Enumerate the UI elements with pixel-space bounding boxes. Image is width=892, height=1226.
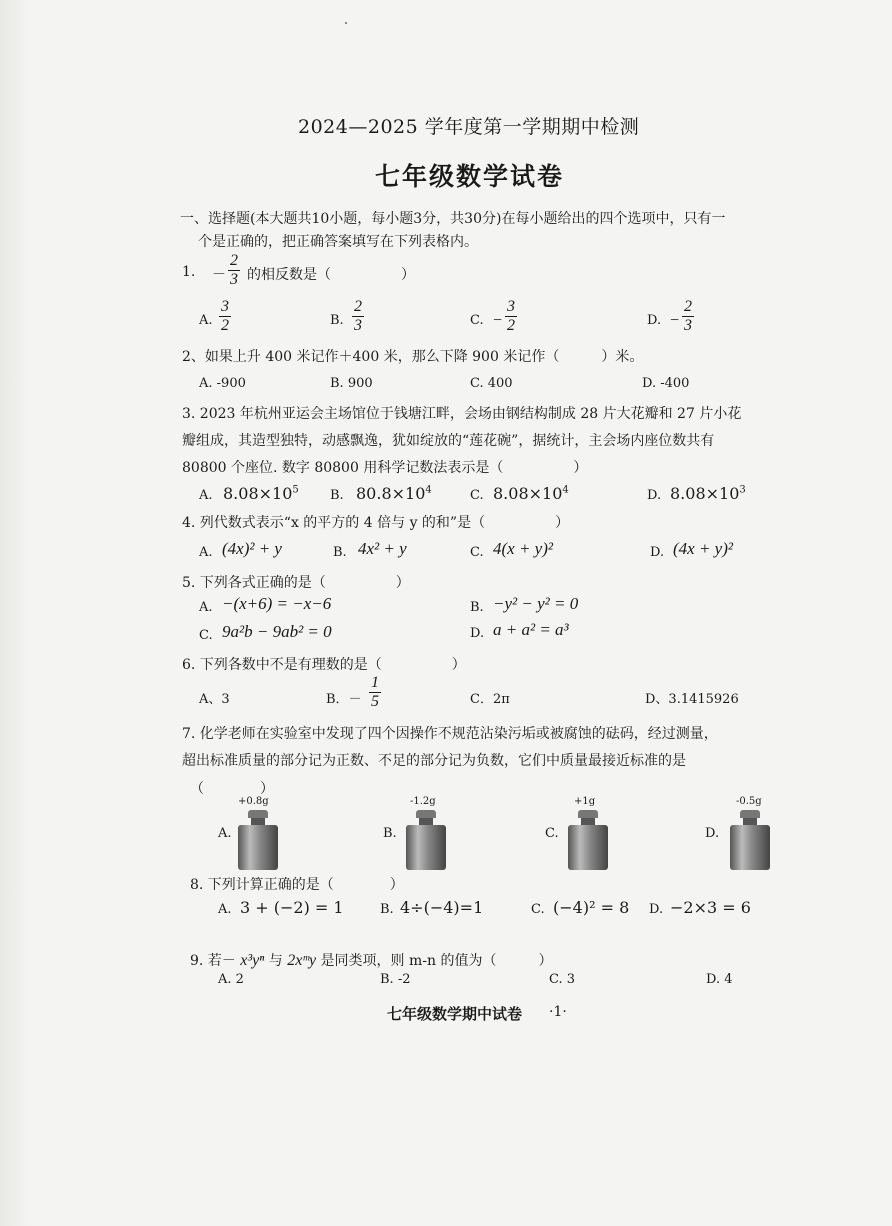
q4-option-b-label: B. bbox=[333, 545, 347, 560]
q6-option-b-label: B．－ bbox=[326, 692, 362, 707]
q3-option-b bbox=[356, 484, 432, 503]
q5-option-a-label: A. bbox=[199, 600, 213, 615]
q3-a-exp: 5 bbox=[292, 484, 299, 496]
q3-option-d-label: D. bbox=[647, 488, 662, 503]
q1-b-num: 2 bbox=[354, 298, 362, 315]
weight-b-label: B. bbox=[383, 826, 397, 841]
q3-c-exp: 4 bbox=[562, 484, 569, 496]
weight-d-label: D. bbox=[705, 826, 720, 841]
q8-option-b-label: B. bbox=[380, 902, 394, 917]
q1-d-den: 3 bbox=[684, 316, 692, 334]
q1-number: 1. bbox=[182, 264, 196, 280]
q6-option-c: C．2π bbox=[470, 692, 510, 707]
q2-text: 2、如果上升 400 米记作＋400 米，那么下降 900 米记作（ ）米。 bbox=[182, 349, 644, 365]
q2-option-c: C. 400 bbox=[470, 376, 513, 391]
q6-option-b bbox=[369, 674, 381, 710]
q2-option-d: D. -400 bbox=[642, 376, 690, 391]
q5-option-d-label: D. bbox=[470, 626, 485, 641]
q1-option-a bbox=[219, 298, 231, 334]
q9-term2: 2xᵐy bbox=[287, 952, 317, 969]
q1-option-b-label: B. bbox=[330, 313, 344, 328]
q1-option-c-minus: − bbox=[493, 312, 503, 329]
q1-c-den: 2 bbox=[507, 316, 515, 334]
q3-a-base: 8.08×10 bbox=[223, 484, 293, 503]
q6-option-d: D、3.1415926 bbox=[645, 692, 739, 707]
q7-line1: 7. 化学老师在实验室中发现了四个因操作不规范沾染污垢或被腐蚀的砝码，经过测量， bbox=[182, 726, 718, 742]
q5-option-b: −y² − y² = 0 bbox=[493, 594, 579, 613]
q3-c-base: 8.08×10 bbox=[493, 484, 563, 503]
q3-b-exp: 4 bbox=[425, 484, 432, 496]
q6-option-a: A、3 bbox=[199, 692, 230, 707]
weight-b-icon bbox=[404, 810, 448, 870]
section-instruction-line2: 个是正确的，把正确答案填写在下列表格内。 bbox=[198, 234, 478, 250]
q1-frac-den: 3 bbox=[230, 270, 238, 288]
exam-subtitle: 七年级数学试卷 bbox=[375, 162, 565, 191]
q3-option-a-label: A. bbox=[199, 488, 213, 503]
weight-c-mass: +1g bbox=[574, 796, 596, 807]
q1-option-b bbox=[352, 298, 364, 334]
q2-option-a: A. -900 bbox=[199, 376, 246, 391]
q9-mid: 与 bbox=[268, 953, 283, 969]
q9-pre: 9. 若－ bbox=[190, 953, 236, 969]
q3-option-b-label: B. bbox=[330, 488, 344, 503]
q1-option-a-label: A. bbox=[199, 313, 213, 328]
q5-text: 5. 下列各式正确的是（ ） bbox=[182, 575, 410, 591]
weight-c-icon bbox=[566, 810, 610, 870]
q9-option-a: A. 2 bbox=[218, 972, 244, 987]
q3-line1: 3. 2023 年杭州亚运会主场馆位于钱塘江畔，会场由钢结构制成 28 片大花瓣和 27 片小花 bbox=[182, 406, 742, 422]
q1-text: 的相反数是（ ） bbox=[247, 267, 415, 283]
q1-a-num: 3 bbox=[221, 298, 229, 315]
q8-option-b: 4÷(−4)=1 bbox=[400, 898, 484, 917]
q3-line2: 瓣组成，其造型独特，动感飘逸，犹如绽放的“莲花碗”，据统计，主会场内座位数共有 bbox=[182, 433, 715, 449]
q1-frac-num: 2 bbox=[230, 252, 238, 269]
scan-speck bbox=[345, 22, 347, 24]
q1-c-num: 3 bbox=[507, 298, 515, 315]
q2-option-b: B. 900 bbox=[330, 376, 373, 391]
q1-option-c bbox=[505, 298, 517, 334]
q5-option-d: a + a² = a³ bbox=[493, 620, 569, 639]
weight-a-label: A. bbox=[218, 826, 232, 841]
q5-option-c: 9a²b − 9ab² = 0 bbox=[222, 622, 332, 641]
q9-option-b: B. -2 bbox=[380, 972, 411, 987]
q1-option-c-label: C. bbox=[470, 313, 484, 328]
weight-d-mass: -0.5g bbox=[736, 796, 762, 807]
q3-line3: 80800 个座位. 数字 80800 用科学记数法表示是（ ） bbox=[182, 460, 588, 476]
q1-a-den: 2 bbox=[221, 316, 229, 334]
q8-option-a: 3 + (−2) = 1 bbox=[240, 898, 344, 917]
q3-d-base: 8.08×10 bbox=[670, 484, 740, 503]
q8-option-d: −2×3 = 6 bbox=[670, 898, 751, 917]
q6-text: 6. 下列各数中不是有理数的是（ ） bbox=[182, 657, 466, 673]
q5-option-a: −(x+6) = −x−6 bbox=[222, 594, 332, 613]
q9-question bbox=[190, 950, 552, 970]
q9-option-d: D. 4 bbox=[706, 972, 733, 987]
q1-fraction bbox=[228, 252, 240, 288]
q8-option-a-label: A. bbox=[218, 902, 232, 917]
q6-b-den: 5 bbox=[371, 692, 379, 710]
q5-option-c-label: C. bbox=[199, 628, 213, 643]
q3-option-c-label: C. bbox=[470, 488, 484, 503]
q3-d-exp: 3 bbox=[739, 484, 746, 496]
q3-option-a bbox=[223, 484, 299, 503]
q1-b-den: 3 bbox=[354, 316, 362, 334]
q8-option-c: (−4)² = 8 bbox=[553, 898, 630, 917]
q3-option-c bbox=[493, 484, 569, 503]
page-number: ·1· bbox=[549, 1004, 567, 1020]
q6-b-num: 1 bbox=[371, 674, 379, 691]
q5-option-b-label: B. bbox=[470, 600, 484, 615]
q3-option-d bbox=[670, 484, 746, 503]
q4-option-a-label: A. bbox=[199, 545, 213, 560]
q1-option-d-label: D. bbox=[647, 313, 662, 328]
q8-option-d-label: D. bbox=[649, 902, 664, 917]
q4-option-d-label: D. bbox=[650, 545, 665, 560]
q1-option-d-minus: − bbox=[670, 312, 680, 329]
q4-text: 4. 列代数式表示“x 的平方的 4 倍与 y 的和”是（ ） bbox=[182, 515, 570, 531]
q3-b-base: 80.8×10 bbox=[356, 484, 426, 503]
weight-a-mass: +0.8g bbox=[238, 796, 269, 807]
q9-term1: x³yⁿ bbox=[240, 952, 265, 969]
q8-text: 8. 下列计算正确的是（ ） bbox=[190, 877, 404, 893]
q1-minus: － bbox=[212, 267, 226, 283]
q4-option-d: (4x + y)² bbox=[673, 539, 733, 558]
q4-option-c-label: C. bbox=[470, 545, 484, 560]
q9-option-c: C. 3 bbox=[549, 972, 576, 987]
q7-line2: 超出标准质量的部分记为正数、不足的部分记为负数，它们中质量最接近标准的是 bbox=[182, 753, 686, 769]
q1-d-num: 2 bbox=[684, 298, 692, 315]
q7-line3: （ ） bbox=[190, 781, 274, 797]
q8-option-c-label: C. bbox=[531, 902, 545, 917]
q4-option-c: 4(x + y)² bbox=[493, 539, 553, 558]
weight-d-icon bbox=[728, 810, 772, 870]
exam-title: 2024—2025 学年度第一学期期中检测 bbox=[298, 116, 640, 138]
weight-c-label: C. bbox=[545, 826, 559, 841]
scan-shadow bbox=[0, 0, 30, 1226]
section-instruction-line1: 一、选择题(本大题共10小题，每小题3分，共30分)在每小题给出的四个选项中，只有一 bbox=[180, 211, 726, 227]
weight-b-mass: -1.2g bbox=[410, 796, 436, 807]
q4-option-b: 4x² + y bbox=[358, 539, 407, 558]
q1-option-d bbox=[682, 298, 694, 334]
footer-title: 七年级数学期中试卷 bbox=[387, 1005, 523, 1023]
q4-option-a: (4x)² + y bbox=[222, 539, 282, 558]
weight-a-icon bbox=[236, 810, 280, 870]
q9-post: 是同类项，则 m-n 的值为（ ） bbox=[320, 953, 553, 969]
